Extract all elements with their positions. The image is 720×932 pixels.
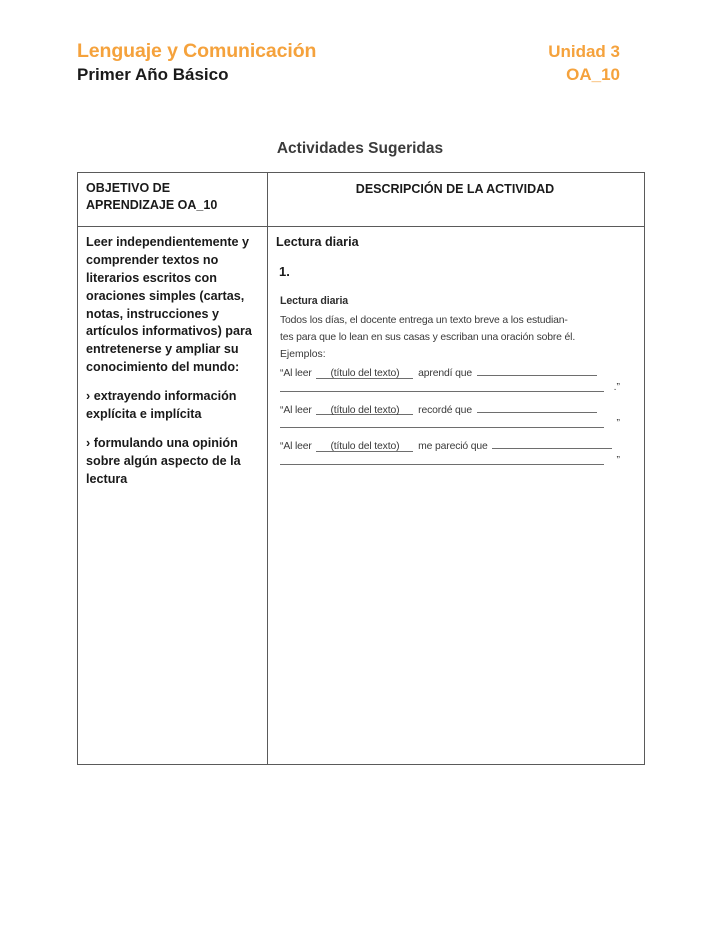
example-1-title-blank: (título del texto): [316, 368, 413, 379]
example-1-opening-quote: “: [280, 368, 284, 380]
unit-label: Unidad 3: [548, 42, 620, 61]
activity-cell: [268, 227, 644, 764]
example-2-prefix: Al leer: [283, 404, 312, 416]
example-sentence-2: [280, 402, 620, 433]
example-sentence-1: [280, 365, 620, 396]
table-header-row: [78, 173, 644, 227]
example-3-answer-blank: [492, 438, 612, 449]
example-2-continuation: [280, 418, 620, 433]
example-1-answer-blank: [477, 365, 597, 376]
example-3-prefix: Al leer: [283, 441, 312, 453]
objective-main-text: Leer independientemente y comprender textos no literarios escritos con oraciones simples (cartas, notas, instrucciones y artículos informativos) para entretenerse y ampliar su conocimiento del mundo:: [86, 235, 252, 375]
example-2-title-blank: (título del texto): [316, 405, 413, 416]
example-2-middle: recordé que: [418, 404, 472, 416]
table-header-cell-objective: [78, 173, 268, 226]
example-3-end-mark: ”: [616, 454, 620, 466]
example-1-continuation: [280, 382, 620, 397]
objective-cell: [78, 227, 268, 764]
oa-code-label: OA_10: [566, 65, 620, 85]
activity-inset: [280, 295, 620, 469]
header-row-primary: [77, 40, 622, 62]
activity-number: 1.: [279, 264, 290, 280]
page-header: [77, 40, 622, 85]
objective-bullet-2: › formulando una opinión sobre algún aspecto de la lectura: [86, 435, 241, 486]
example-3-line: [280, 438, 620, 454]
objective-column-header: OBJETIVO DE APRENDIZAJE OA_10: [86, 181, 218, 212]
example-1-end-mark: .”: [613, 381, 620, 393]
example-3-title-blank: (título del texto): [316, 441, 413, 452]
inset-paragraph-line-2: tes para que lo lean en sus casas y escriban una oración sobre él.: [280, 332, 576, 344]
example-1-continuation-rule: [280, 391, 604, 392]
description-column-header: DESCRIPCIÓN DE LA ACTIVIDAD: [355, 182, 555, 196]
inset-paragraph-line-1: Todos los días, el docente entrega un texto breve a los estudian-: [280, 315, 568, 327]
table-header-cell-description: [268, 173, 644, 226]
example-2-opening-quote: “: [280, 404, 284, 416]
example-1-prefix: Al leer: [283, 368, 312, 380]
example-3-continuation: [280, 455, 620, 470]
example-3-opening-quote: “: [280, 441, 284, 453]
subject-title: Lenguaje y Comunicación: [77, 40, 317, 62]
activity-heading: Lectura diaria: [276, 235, 359, 249]
example-1-middle: aprendí que: [418, 368, 472, 380]
inset-examples-label: Ejemplos:: [280, 349, 326, 361]
grade-title: Primer Año Básico: [77, 65, 229, 85]
table-body-row: [78, 227, 644, 764]
example-1-line: [280, 365, 620, 381]
example-3-middle: me pareció que: [418, 441, 488, 453]
inset-title: Lectura diaria: [280, 295, 349, 308]
activity-table: [77, 172, 645, 765]
example-2-continuation-rule: [280, 427, 604, 428]
section-title: Actividades Sugeridas: [276, 140, 444, 157]
example-sentence-3: [280, 438, 620, 469]
example-2-answer-blank: [477, 402, 597, 413]
example-2-line: [280, 402, 620, 418]
example-3-continuation-rule: [280, 464, 604, 465]
example-2-end-mark: ”: [616, 418, 620, 430]
header-row-secondary: [77, 65, 622, 85]
objective-bullet-1: › extrayendo información explícita e implícita: [86, 389, 237, 421]
